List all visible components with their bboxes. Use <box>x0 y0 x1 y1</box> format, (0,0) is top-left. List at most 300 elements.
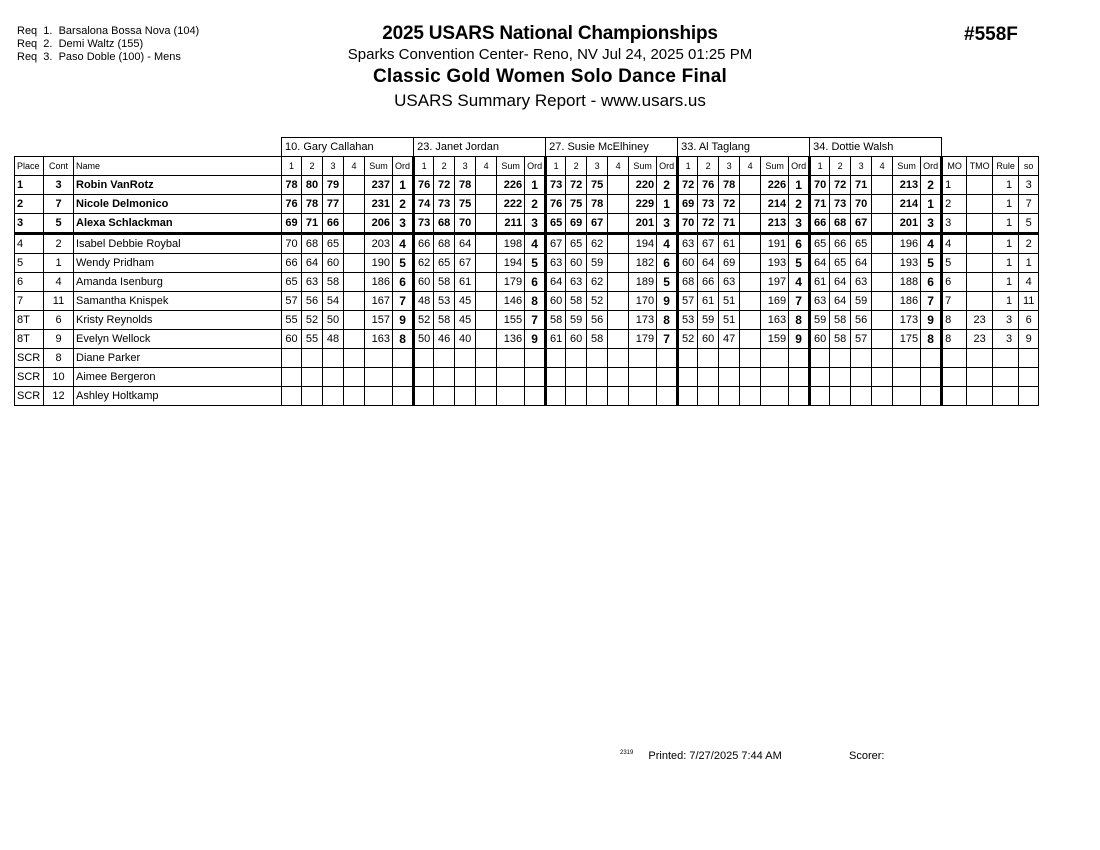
sum-cell: 175 <box>893 330 921 349</box>
sum-cell: 211 <box>497 214 525 234</box>
col-score: 1 <box>282 157 302 176</box>
sum-cell: 155 <box>497 311 525 330</box>
col-sum: Sum <box>629 157 657 176</box>
place-cell: 1 <box>15 176 44 195</box>
ordinal-cell: 9 <box>393 311 414 330</box>
score-cell: 71 <box>851 176 872 195</box>
col-score: 3 <box>323 157 344 176</box>
score-cell <box>719 368 740 387</box>
score-cell: 66 <box>810 214 830 234</box>
score-cell <box>810 387 830 406</box>
score-cell <box>851 349 872 368</box>
ordinal-cell: 3 <box>657 214 678 234</box>
skater-name: Kristy Reynolds <box>74 311 282 330</box>
score-cell <box>302 387 323 406</box>
judge-name: 34. Dottie Walsh <box>810 138 942 157</box>
score-cell: 53 <box>434 292 455 311</box>
version-code: 2319 <box>620 750 634 756</box>
score-cell: 63 <box>566 273 587 292</box>
ordinal-cell: 5 <box>393 254 414 273</box>
report-subtitle: USARS Summary Report - www.usars.us <box>394 91 706 110</box>
judge-name: 23. Janet Jordan <box>414 138 546 157</box>
ordinal-cell: 3 <box>525 214 546 234</box>
score-cell <box>476 273 497 292</box>
score-cell: 64 <box>830 273 851 292</box>
contestant-number: 8 <box>44 349 74 368</box>
score-cell: 58 <box>323 273 344 292</box>
score-cell: 58 <box>546 311 566 330</box>
contestant-number: 2 <box>44 234 74 254</box>
ordinal-cell: 6 <box>921 273 942 292</box>
score-cell <box>872 311 893 330</box>
sum-cell: 188 <box>893 273 921 292</box>
tmo-cell <box>967 254 993 273</box>
ordinal-cell <box>525 349 546 368</box>
ordinal-cell <box>789 349 810 368</box>
score-cell <box>740 176 761 195</box>
score-cell: 48 <box>414 292 434 311</box>
col-ord: Ord <box>921 157 942 176</box>
score-cell: 68 <box>434 214 455 234</box>
sum-cell <box>497 368 525 387</box>
score-cell: 70 <box>678 214 698 234</box>
so-cell: 3 <box>1019 176 1039 195</box>
score-cell: 65 <box>851 234 872 254</box>
col-place: Place <box>15 157 44 176</box>
contestant-number: 9 <box>44 330 74 349</box>
score-cell: 66 <box>323 214 344 234</box>
rule-cell: 1 <box>993 292 1019 311</box>
score-cell: 78 <box>302 195 323 214</box>
sum-cell: 222 <box>497 195 525 214</box>
score-cell: 71 <box>719 214 740 234</box>
score-cell: 72 <box>678 176 698 195</box>
ordinal-cell: 1 <box>525 176 546 195</box>
score-cell <box>608 311 629 330</box>
ordinal-cell: 4 <box>393 234 414 254</box>
tmo-cell <box>967 292 993 311</box>
event-title: Classic Gold Women Solo Dance Final <box>372 66 727 87</box>
score-cell: 64 <box>810 254 830 273</box>
ordinal-cell: 4 <box>921 234 942 254</box>
score-cell <box>608 368 629 387</box>
col-sum: Sum <box>761 157 789 176</box>
sum-cell: 194 <box>497 254 525 273</box>
score-cell <box>476 195 497 214</box>
rule-cell: 1 <box>993 214 1019 234</box>
score-cell <box>740 234 761 254</box>
col-score: 2 <box>566 157 587 176</box>
mo-cell: 3 <box>942 214 967 234</box>
sum-cell <box>629 349 657 368</box>
col-sum: Sum <box>497 157 525 176</box>
rule-cell <box>993 387 1019 406</box>
tmo-cell <box>967 214 993 234</box>
col-cont: Cont <box>44 157 74 176</box>
ordinal-cell: 3 <box>393 214 414 234</box>
score-cell: 75 <box>566 195 587 214</box>
contestant-number: 5 <box>44 214 74 234</box>
score-cell <box>698 387 719 406</box>
place-cell: SCR <box>15 349 44 368</box>
score-cell <box>282 368 302 387</box>
sum-cell <box>761 387 789 406</box>
score-cell <box>608 273 629 292</box>
score-cell: 75 <box>587 176 608 195</box>
tmo-cell: 23 <box>967 330 993 349</box>
score-cell <box>455 368 476 387</box>
score-cell <box>740 195 761 214</box>
score-cell: 61 <box>719 234 740 254</box>
sum-cell: 191 <box>761 234 789 254</box>
sum-cell: 196 <box>893 234 921 254</box>
score-cell <box>476 292 497 311</box>
sum-cell: 206 <box>365 214 393 234</box>
place-cell: 8T <box>15 311 44 330</box>
place-cell: 3 <box>15 214 44 234</box>
requirement-item <box>17 25 199 38</box>
score-cell: 70 <box>282 234 302 254</box>
score-cell <box>608 349 629 368</box>
score-cell: 57 <box>678 292 698 311</box>
col-ord: Ord <box>393 157 414 176</box>
sum-cell: 170 <box>629 292 657 311</box>
rule-cell: 1 <box>993 176 1019 195</box>
rule-cell: 1 <box>993 273 1019 292</box>
sum-cell: 203 <box>365 234 393 254</box>
score-cell <box>740 311 761 330</box>
sum-cell: 169 <box>761 292 789 311</box>
contestant-number: 4 <box>44 273 74 292</box>
col-rule: Rule <box>993 157 1019 176</box>
skater-name: Samantha Knispek <box>74 292 282 311</box>
score-cell: 69 <box>282 214 302 234</box>
so-cell: 2 <box>1019 234 1039 254</box>
score-cell <box>546 387 566 406</box>
col-so: so <box>1019 157 1039 176</box>
place-cell: 7 <box>15 292 44 311</box>
mo-cell <box>942 368 967 387</box>
score-cell <box>810 368 830 387</box>
score-cell <box>740 214 761 234</box>
printed-timestamp: Printed: 7/27/2025 7:44 AM <box>648 750 782 762</box>
score-cell: 67 <box>455 254 476 273</box>
table-row <box>15 176 1039 195</box>
score-cell: 60 <box>698 330 719 349</box>
ordinal-cell: 7 <box>657 330 678 349</box>
skater-name: Diane Parker <box>74 349 282 368</box>
contestant-number: 3 <box>44 176 74 195</box>
ordinal-cell: 4 <box>657 234 678 254</box>
score-cell: 80 <box>302 176 323 195</box>
score-cell <box>810 349 830 368</box>
col-score: 4 <box>608 157 629 176</box>
score-cell <box>740 349 761 368</box>
score-cell: 66 <box>282 254 302 273</box>
sum-cell: 197 <box>761 273 789 292</box>
skater-name: Nicole Delmonico <box>74 195 282 214</box>
col-score: 4 <box>872 157 893 176</box>
col-score: 1 <box>414 157 434 176</box>
score-cell: 69 <box>678 195 698 214</box>
ordinal-cell <box>525 368 546 387</box>
sum-cell: 186 <box>893 292 921 311</box>
score-cell <box>344 254 365 273</box>
table-row <box>15 330 1039 349</box>
requirement-item <box>17 51 199 64</box>
ordinal-cell: 7 <box>393 292 414 311</box>
sum-cell: 163 <box>761 311 789 330</box>
mo-cell: 1 <box>942 176 967 195</box>
place-cell: 2 <box>15 195 44 214</box>
skater-name: Aimee Bergeron <box>74 368 282 387</box>
sum-cell: 179 <box>497 273 525 292</box>
skater-name: Ashley Holtkamp <box>74 387 282 406</box>
score-cell <box>434 387 455 406</box>
contestant-number: 10 <box>44 368 74 387</box>
table-row <box>15 254 1039 273</box>
place-cell: 6 <box>15 273 44 292</box>
score-cell <box>344 292 365 311</box>
ordinal-cell: 1 <box>789 176 810 195</box>
score-cell: 47 <box>719 330 740 349</box>
score-cell <box>608 195 629 214</box>
judge-name: 27. Susie McElhiney <box>546 138 678 157</box>
results-table <box>14 137 1039 406</box>
score-cell: 75 <box>455 195 476 214</box>
score-cell <box>740 330 761 349</box>
ordinal-cell <box>393 387 414 406</box>
score-cell: 58 <box>566 292 587 311</box>
sum-cell <box>497 387 525 406</box>
skater-name: Wendy Pridham <box>74 254 282 273</box>
ordinal-cell: 7 <box>921 292 942 311</box>
sum-cell: 189 <box>629 273 657 292</box>
score-cell <box>476 311 497 330</box>
score-cell: 59 <box>698 311 719 330</box>
score-cell: 58 <box>830 311 851 330</box>
contestant-number: 12 <box>44 387 74 406</box>
table-row <box>15 349 1039 368</box>
score-cell: 76 <box>414 176 434 195</box>
score-cell: 64 <box>546 273 566 292</box>
sum-cell <box>761 349 789 368</box>
score-cell <box>608 254 629 273</box>
ordinal-cell: 1 <box>657 195 678 214</box>
skater-name: Evelyn Wellock <box>74 330 282 349</box>
so-cell <box>1019 349 1039 368</box>
ordinal-cell: 5 <box>525 254 546 273</box>
sum-cell: 157 <box>365 311 393 330</box>
score-cell: 58 <box>434 311 455 330</box>
score-cell <box>608 387 629 406</box>
sum-cell: 231 <box>365 195 393 214</box>
score-cell <box>323 387 344 406</box>
score-cell: 62 <box>587 273 608 292</box>
score-cell: 78 <box>455 176 476 195</box>
score-cell: 62 <box>414 254 434 273</box>
score-cell: 67 <box>546 234 566 254</box>
score-cell <box>476 387 497 406</box>
score-cell <box>344 214 365 234</box>
score-cell: 63 <box>719 273 740 292</box>
header-spacer <box>15 138 282 157</box>
so-cell: 9 <box>1019 330 1039 349</box>
sum-cell: 226 <box>497 176 525 195</box>
score-cell <box>455 349 476 368</box>
mo-cell: 2 <box>942 195 967 214</box>
table-row <box>15 273 1039 292</box>
score-cell: 64 <box>698 254 719 273</box>
score-cell <box>872 292 893 311</box>
ordinal-cell: 4 <box>789 273 810 292</box>
ordinal-cell: 2 <box>921 176 942 195</box>
column-header-row <box>15 157 1039 176</box>
score-cell <box>323 368 344 387</box>
requirement-label: Req 3. <box>17 51 53 63</box>
sum-cell: 173 <box>629 311 657 330</box>
score-cell: 63 <box>851 273 872 292</box>
score-cell <box>872 195 893 214</box>
tmo-cell <box>967 273 993 292</box>
mo-cell: 5 <box>942 254 967 273</box>
score-cell <box>323 349 344 368</box>
col-score: 1 <box>546 157 566 176</box>
ordinal-cell <box>525 387 546 406</box>
ordinal-cell: 8 <box>789 311 810 330</box>
sum-cell: 237 <box>365 176 393 195</box>
tmo-cell <box>967 349 993 368</box>
ordinal-cell: 9 <box>789 330 810 349</box>
sum-cell <box>365 349 393 368</box>
score-cell: 64 <box>830 292 851 311</box>
score-cell <box>476 176 497 195</box>
score-cell <box>608 234 629 254</box>
score-cell: 60 <box>323 254 344 273</box>
score-cell: 58 <box>830 330 851 349</box>
table-row <box>15 234 1039 254</box>
so-cell <box>1019 387 1039 406</box>
score-cell <box>476 368 497 387</box>
tmo-cell <box>967 234 993 254</box>
sum-cell <box>893 387 921 406</box>
score-cell <box>476 234 497 254</box>
score-cell: 79 <box>323 176 344 195</box>
rule-cell <box>993 349 1019 368</box>
requirement-item <box>17 38 199 51</box>
score-cell: 51 <box>719 311 740 330</box>
mo-cell: 6 <box>942 273 967 292</box>
ordinal-cell: 7 <box>525 311 546 330</box>
score-cell: 56 <box>851 311 872 330</box>
score-cell: 76 <box>698 176 719 195</box>
score-cell: 52 <box>678 330 698 349</box>
score-cell <box>872 273 893 292</box>
place-cell: 4 <box>15 234 44 254</box>
score-cell <box>282 387 302 406</box>
score-cell: 65 <box>546 214 566 234</box>
score-cell: 62 <box>587 234 608 254</box>
score-cell: 59 <box>810 311 830 330</box>
ordinal-cell: 9 <box>657 292 678 311</box>
contestant-number: 7 <box>44 195 74 214</box>
ordinal-cell: 5 <box>789 254 810 273</box>
tmo-cell <box>967 195 993 214</box>
col-score: 4 <box>740 157 761 176</box>
score-cell: 68 <box>678 273 698 292</box>
sum-cell <box>365 368 393 387</box>
col-score: 4 <box>476 157 497 176</box>
sum-cell: 213 <box>761 214 789 234</box>
score-cell <box>344 368 365 387</box>
championship-title: 2025 USARS National Championships <box>382 23 718 44</box>
table-row <box>15 387 1039 406</box>
score-cell <box>344 273 365 292</box>
score-cell: 57 <box>282 292 302 311</box>
score-cell: 56 <box>302 292 323 311</box>
ordinal-cell: 3 <box>789 214 810 234</box>
score-cell: 65 <box>323 234 344 254</box>
score-cell <box>872 349 893 368</box>
score-cell: 76 <box>546 195 566 214</box>
score-cell <box>698 349 719 368</box>
score-cell <box>872 368 893 387</box>
requirement-text: Paso Doble (100) - Mens <box>58 51 181 63</box>
score-cell: 63 <box>810 292 830 311</box>
score-cell: 67 <box>698 234 719 254</box>
col-score: 3 <box>455 157 476 176</box>
score-cell: 64 <box>302 254 323 273</box>
table-row <box>15 311 1039 330</box>
sum-cell <box>629 387 657 406</box>
so-cell <box>1019 368 1039 387</box>
score-cell: 57 <box>851 330 872 349</box>
place-cell: 5 <box>15 254 44 273</box>
score-cell <box>302 368 323 387</box>
sum-cell <box>497 349 525 368</box>
score-cell: 72 <box>566 176 587 195</box>
score-cell: 60 <box>678 254 698 273</box>
tmo-cell: 23 <box>967 311 993 330</box>
contestant-number: 1 <box>44 254 74 273</box>
score-cell: 73 <box>434 195 455 214</box>
score-cell: 63 <box>302 273 323 292</box>
col-score: 2 <box>698 157 719 176</box>
score-cell <box>302 349 323 368</box>
rule-cell: 1 <box>993 195 1019 214</box>
score-cell: 45 <box>455 311 476 330</box>
ordinal-cell <box>921 368 942 387</box>
score-cell: 64 <box>851 254 872 273</box>
sum-cell: 194 <box>629 234 657 254</box>
score-cell <box>608 292 629 311</box>
col-mo: MO <box>942 157 967 176</box>
table-row <box>15 292 1039 311</box>
header-spacer <box>942 138 1039 157</box>
score-cell: 63 <box>546 254 566 273</box>
sum-cell: 193 <box>761 254 789 273</box>
score-cell: 73 <box>414 214 434 234</box>
rule-cell: 3 <box>993 330 1019 349</box>
score-cell <box>587 387 608 406</box>
ordinal-cell: 2 <box>789 195 810 214</box>
sum-cell: 193 <box>893 254 921 273</box>
score-cell: 65 <box>434 254 455 273</box>
score-cell: 72 <box>830 176 851 195</box>
score-cell <box>344 387 365 406</box>
score-cell: 45 <box>455 292 476 311</box>
ordinal-cell: 6 <box>789 234 810 254</box>
